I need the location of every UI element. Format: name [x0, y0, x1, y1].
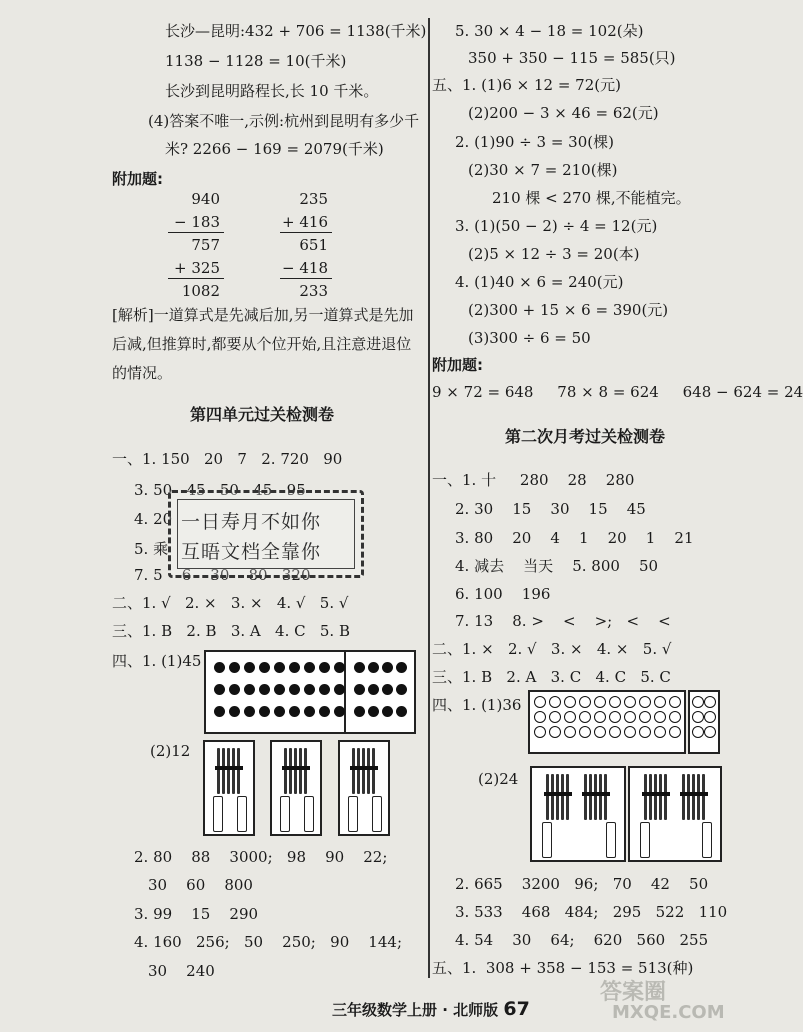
- stick-bundle-box: [338, 740, 390, 836]
- answer-line: 3. 50 45 50 45 95: [134, 481, 306, 499]
- stick-bundle-icon: [546, 774, 570, 820]
- answer-line: 4. 54 30 64; 620 560 255: [455, 931, 709, 949]
- section-title: 第四单元过关检测卷: [190, 405, 335, 424]
- dot-icon: [289, 684, 300, 695]
- dot-icon: [304, 684, 315, 695]
- calc-digit: 940: [191, 190, 220, 208]
- calc-digit: + 416: [282, 213, 328, 231]
- stamp-text: 一日寿月不如你: [181, 511, 322, 533]
- answer-line: 2. 80 88 3000; 98 90 22;: [134, 848, 388, 866]
- text-line: 3. (1)(50 − 2) ÷ 4 = 12(元): [455, 217, 658, 235]
- ring-icon: [594, 726, 606, 738]
- stick-bundle-icon: [284, 748, 308, 794]
- dot-icon: [396, 684, 407, 695]
- stamp-seal: [168, 490, 364, 578]
- dot-icon: [319, 684, 330, 695]
- ring-icon: [704, 726, 716, 738]
- dot-icon: [289, 706, 300, 717]
- answer-line: 一、1. 十 280 28 280: [432, 471, 635, 489]
- calc-digit: 235: [299, 190, 328, 208]
- dot-icon: [244, 706, 255, 717]
- ring-domino: [528, 690, 686, 754]
- dot-icon: [259, 684, 270, 695]
- dot-icon: [368, 662, 379, 673]
- answer-line: 三、1. B 2. A 3. C 4. C 5. C: [432, 668, 671, 686]
- ring-icon: [549, 726, 561, 738]
- dot-icon: [334, 706, 345, 717]
- ring-domino: [688, 690, 720, 754]
- bonus-label: 附加题:: [112, 170, 163, 188]
- dot-icon: [274, 706, 285, 717]
- answer-line: 4. 减去 当天 5. 800 50: [455, 557, 659, 575]
- ring-icon: [669, 696, 681, 708]
- calc-rule: [280, 232, 332, 233]
- answer-line: 4. 20: [134, 510, 173, 528]
- dot-icon: [229, 706, 240, 717]
- calc-rule: [168, 232, 224, 233]
- text-line: (2)200 − 3 × 46 = 62(元): [468, 104, 659, 122]
- stick-bundle-icon: [682, 774, 706, 820]
- single-stick-icon: [606, 822, 616, 858]
- text-line: (2)300 + 15 × 6 = 390(元): [468, 301, 669, 319]
- single-stick-icon: [213, 796, 223, 832]
- dot-domino: [204, 650, 416, 734]
- ring-icon: [594, 696, 606, 708]
- dot-icon: [304, 706, 315, 717]
- answer-line: 7. 13 8. > < >; < <: [455, 612, 671, 630]
- ring-icon: [534, 726, 546, 738]
- dot-grid: [354, 662, 410, 717]
- answer-line: 四、1. (1)36: [432, 696, 522, 714]
- text-line: (2)5 × 12 ÷ 3 = 20(本): [468, 245, 640, 263]
- answer-line: 30 240: [148, 962, 215, 980]
- dot-icon: [319, 706, 330, 717]
- single-stick-icon: [280, 796, 290, 832]
- text-line: (3)300 ÷ 6 = 50: [468, 329, 591, 347]
- text-line: 9 × 72 = 648 78 × 8 = 624 648 − 624 = 24: [432, 383, 803, 401]
- analysis-text: [解析]一道算式是先减后加,另一道算式是先加: [112, 306, 414, 324]
- calc-rule: [168, 278, 224, 279]
- ring-icon: [624, 696, 636, 708]
- answer-line: 一、1. 150 20 7 2. 720 90: [112, 450, 343, 468]
- dot-icon: [214, 684, 225, 695]
- stick-bundle-icon: [352, 748, 376, 794]
- ring-icon: [639, 696, 651, 708]
- ring-icon: [669, 726, 681, 738]
- analysis-text: 的情况。: [112, 364, 173, 382]
- calc-digit: 757: [191, 236, 220, 254]
- dot-icon: [244, 662, 255, 673]
- ring-icon: [639, 711, 651, 723]
- ring-icon: [534, 711, 546, 723]
- text-line: 2. (1)90 ÷ 3 = 30(棵): [455, 133, 614, 151]
- answer-line: 3. 99 15 290: [134, 905, 259, 923]
- answer-line: 6. 100 196: [455, 585, 551, 603]
- answer-line: 二、1. × 2. √ 3. × 4. × 5. √: [432, 640, 672, 658]
- dot-icon: [382, 706, 393, 717]
- dot-icon: [289, 662, 300, 673]
- stick-bundle-icon: [217, 748, 241, 794]
- dot-icon: [382, 662, 393, 673]
- ring-icon: [624, 711, 636, 723]
- single-stick-icon: [542, 822, 552, 858]
- dot-icon: [319, 662, 330, 673]
- ring-icon: [534, 696, 546, 708]
- column-divider: [428, 18, 430, 978]
- ring-icon: [624, 726, 636, 738]
- text-line: 5. 30 × 4 − 18 = 102(朵): [455, 22, 644, 40]
- single-stick-icon: [348, 796, 358, 832]
- text-line: (2)30 × 7 = 210(棵): [468, 161, 618, 179]
- calc-digit: − 418: [282, 259, 328, 277]
- dot-icon: [368, 706, 379, 717]
- dot-icon: [368, 684, 379, 695]
- ring-icon: [654, 726, 666, 738]
- answer-line: 4. 160 256; 50 250; 90 144;: [134, 933, 402, 951]
- answer-line: 30 60 800: [148, 876, 253, 894]
- ring-icon: [704, 711, 716, 723]
- text-line: 长沙到昆明路程长,长 10 千米。: [165, 82, 379, 100]
- single-stick-icon: [304, 796, 314, 832]
- stick-bundle-box: [203, 740, 255, 836]
- stick-bundle-box: [530, 766, 626, 862]
- ring-icon: [564, 711, 576, 723]
- ring-icon: [704, 696, 716, 708]
- dot-icon: [354, 684, 365, 695]
- dot-icon: [214, 706, 225, 717]
- answer-line: 五、1. 308 + 358 − 153 = 513(种): [432, 959, 694, 977]
- dot-icon: [334, 662, 345, 673]
- calc-digit: 1082: [181, 282, 220, 300]
- analysis-text: 后减,但推算时,都要从个位开始,且注意进退位: [112, 335, 412, 353]
- page-number: 67: [503, 998, 530, 1020]
- dot-icon: [274, 662, 285, 673]
- page-footer: [332, 998, 530, 1020]
- ring-grid: [692, 696, 716, 738]
- dot-icon: [274, 684, 285, 695]
- single-stick-icon: [702, 822, 712, 858]
- answer-line: 2. 665 3200 96; 70 42 50: [455, 875, 709, 893]
- answer-line: (2)24: [478, 770, 519, 788]
- dot-icon: [396, 662, 407, 673]
- watermark-url: MXQE.COM: [612, 1002, 725, 1023]
- stick-bundle-icon: [584, 774, 608, 820]
- ring-icon: [609, 726, 621, 738]
- calc-rule: [280, 278, 332, 279]
- dot-icon: [334, 684, 345, 695]
- ring-icon: [549, 696, 561, 708]
- ring-icon: [692, 726, 704, 738]
- ring-icon: [564, 696, 576, 708]
- text-line: 210 棵 < 270 棵,不能植完。: [492, 189, 691, 207]
- ring-icon: [579, 711, 591, 723]
- dot-icon: [259, 662, 270, 673]
- ring-grid: [534, 696, 684, 738]
- answer-line: 3. 80 20 4 1 20 1 21: [455, 529, 694, 547]
- text-line: 4. (1)40 × 6 = 240(元): [455, 273, 624, 291]
- ring-icon: [579, 726, 591, 738]
- text-line: 长沙—昆明:432 + 706 = 1138(千米): [165, 22, 427, 40]
- section-title: 第二次月考过关检测卷: [505, 427, 666, 446]
- ring-icon: [609, 711, 621, 723]
- dot-icon: [229, 662, 240, 673]
- ring-icon: [654, 711, 666, 723]
- dot-icon: [396, 706, 407, 717]
- text-line: 米? 2266 − 169 = 2079(千米): [165, 140, 384, 158]
- text-line: 350 + 350 − 115 = 585(只): [468, 49, 676, 67]
- stick-bundle-box: [270, 740, 322, 836]
- watermark-logo: 答案圈: [600, 980, 667, 1005]
- ring-icon: [654, 696, 666, 708]
- dot-icon: [214, 662, 225, 673]
- dot-icon: [354, 662, 365, 673]
- text-line: 1138 − 1128 = 10(千米): [165, 52, 347, 70]
- answer-line: (2)12: [150, 742, 191, 760]
- dot-icon: [259, 706, 270, 717]
- answer-line: 2. 30 15 30 15 45: [455, 500, 646, 518]
- single-stick-icon: [640, 822, 650, 858]
- dot-icon: [229, 684, 240, 695]
- text-line: 五、1. (1)6 × 12 = 72(元): [432, 76, 621, 94]
- answer-line: 3. 533 468 484; 295 522 110: [455, 903, 728, 921]
- dot-grid: [214, 662, 349, 717]
- calc-digit: 233: [299, 282, 328, 300]
- stick-bundle-box: [628, 766, 722, 862]
- bonus-label: 附加题:: [432, 356, 483, 374]
- stick-bundle-icon: [644, 774, 668, 820]
- dot-icon: [354, 706, 365, 717]
- single-stick-icon: [372, 796, 382, 832]
- text-line: (4)答案不唯一,示例:杭州到昆明有多少千: [148, 112, 420, 130]
- ring-icon: [609, 696, 621, 708]
- dot-icon: [304, 662, 315, 673]
- answer-line: 7. 5 6 30 80 320: [134, 566, 311, 584]
- ring-icon: [564, 726, 576, 738]
- answer-line: 5. 乘: [134, 540, 169, 558]
- answer-line: 四、1. (1)45: [112, 652, 202, 670]
- ring-icon: [669, 711, 681, 723]
- single-stick-icon: [237, 796, 247, 832]
- ring-icon: [692, 696, 704, 708]
- calc-digit: 651: [299, 236, 328, 254]
- ring-icon: [549, 711, 561, 723]
- answer-line: 三、1. B 2. B 3. A 4. C 5. B: [112, 622, 350, 640]
- answer-line: 二、1. √ 2. × 3. × 4. √ 5. √: [112, 594, 349, 612]
- stamp-text: 互晤文档全靠你: [181, 541, 322, 563]
- footer-text: 三年级数学上册 · 北师版: [332, 1001, 499, 1019]
- calc-digit: − 183: [174, 213, 220, 231]
- dot-icon: [244, 684, 255, 695]
- ring-icon: [639, 726, 651, 738]
- dot-icon: [382, 684, 393, 695]
- ring-icon: [579, 696, 591, 708]
- calc-digit: + 325: [174, 259, 220, 277]
- ring-icon: [692, 711, 704, 723]
- ring-icon: [594, 711, 606, 723]
